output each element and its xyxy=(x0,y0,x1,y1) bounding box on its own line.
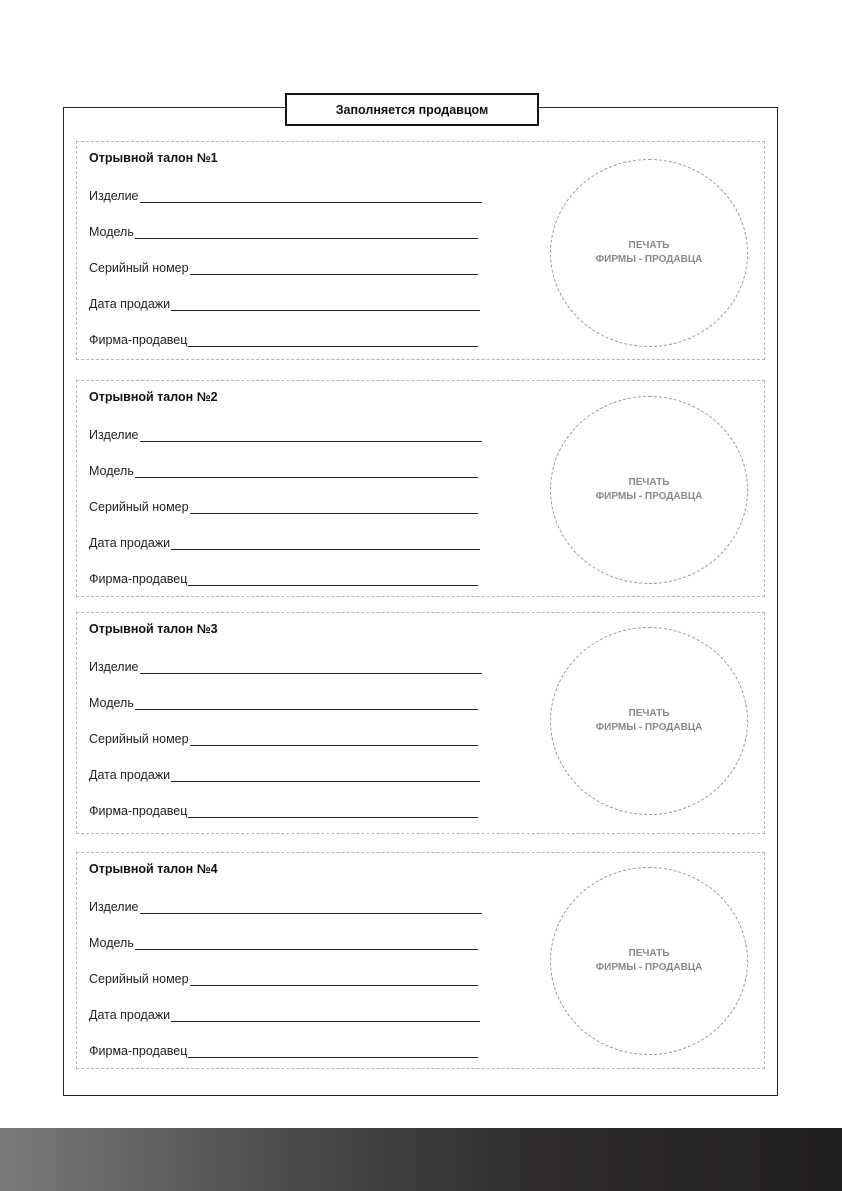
field-label: Фирма-продавец xyxy=(89,572,188,586)
field-label: Фирма-продавец xyxy=(89,1044,188,1058)
fill-line[interactable] xyxy=(135,225,478,239)
field-sale-date[interactable] xyxy=(89,293,480,311)
field-label: Модель xyxy=(89,936,134,950)
field-seller-company[interactable] xyxy=(89,568,478,586)
field-model[interactable] xyxy=(89,932,478,950)
stamp-circle xyxy=(550,159,748,347)
stamp-label-line2: ФИРМЫ - ПРОДАВЦА xyxy=(595,962,703,973)
fill-line[interactable] xyxy=(135,936,478,950)
fill-line[interactable] xyxy=(188,333,478,347)
field-product[interactable] xyxy=(89,424,482,442)
field-seller-company[interactable] xyxy=(89,329,478,347)
coupon-title: Отрывной талон №4 xyxy=(89,862,218,876)
coupon-3 xyxy=(76,612,765,834)
stamp-circle xyxy=(550,627,748,815)
field-label: Модель xyxy=(89,696,134,710)
section-header-title: Заполняется продавцом xyxy=(335,102,489,117)
fill-line[interactable] xyxy=(171,536,480,550)
field-label: Дата продажи xyxy=(89,536,171,550)
coupon-title: Отрывной талон №2 xyxy=(89,390,218,404)
stamp-label-line2: ФИРМЫ - ПРОДАВЦА xyxy=(595,722,703,733)
field-sale-date[interactable] xyxy=(89,532,480,550)
field-label: Модель xyxy=(89,464,134,478)
stamp-label-line1: ПЕЧАТЬ xyxy=(628,240,670,251)
field-serial-number[interactable] xyxy=(89,968,478,986)
field-label: Дата продажи xyxy=(89,1008,171,1022)
stamp-label-line2: ФИРМЫ - ПРОДАВЦА xyxy=(595,491,703,502)
section-header xyxy=(285,93,539,126)
field-serial-number[interactable] xyxy=(89,496,478,514)
field-product[interactable] xyxy=(89,896,482,914)
coupon-2 xyxy=(76,380,765,597)
field-product[interactable] xyxy=(89,185,482,203)
field-label: Серийный номер xyxy=(89,500,189,514)
field-label: Дата продажи xyxy=(89,297,171,311)
field-model[interactable] xyxy=(89,221,478,239)
field-label: Серийный номер xyxy=(89,261,189,275)
field-seller-company[interactable] xyxy=(89,1040,478,1058)
fill-line[interactable] xyxy=(140,660,483,674)
fill-line[interactable] xyxy=(188,804,478,818)
coupon-1 xyxy=(76,141,765,360)
fill-line[interactable] xyxy=(171,1008,480,1022)
field-label: Изделие xyxy=(89,189,139,203)
fill-line[interactable] xyxy=(190,732,478,746)
field-product[interactable] xyxy=(89,656,482,674)
fill-line[interactable] xyxy=(188,1044,478,1058)
field-label: Изделие xyxy=(89,428,139,442)
fill-line[interactable] xyxy=(188,572,478,586)
stamp-label-line1: ПЕЧАТЬ xyxy=(628,477,670,488)
field-serial-number[interactable] xyxy=(89,257,478,275)
stamp-label-line1: ПЕЧАТЬ xyxy=(628,948,670,959)
fill-line[interactable] xyxy=(190,500,478,514)
stamp-label-line1: ПЕЧАТЬ xyxy=(628,708,670,719)
field-label: Дата продажи xyxy=(89,768,171,782)
field-sale-date[interactable] xyxy=(89,1004,480,1022)
field-model[interactable] xyxy=(89,460,478,478)
fill-line[interactable] xyxy=(190,972,478,986)
fill-line[interactable] xyxy=(140,189,483,203)
field-label: Серийный номер xyxy=(89,972,189,986)
field-label: Модель xyxy=(89,225,134,239)
field-label: Изделие xyxy=(89,660,139,674)
field-sale-date[interactable] xyxy=(89,764,480,782)
field-model[interactable] xyxy=(89,692,478,710)
fill-line[interactable] xyxy=(135,696,478,710)
coupon-title: Отрывной талон №3 xyxy=(89,622,218,636)
field-serial-number[interactable] xyxy=(89,728,478,746)
fill-line[interactable] xyxy=(171,297,480,311)
field-label: Серийный номер xyxy=(89,732,189,746)
fill-line[interactable] xyxy=(140,900,483,914)
fill-line[interactable] xyxy=(171,768,480,782)
coupon-title: Отрывной талон №1 xyxy=(89,151,218,165)
stamp-label-line2: ФИРМЫ - ПРОДАВЦА xyxy=(595,254,703,265)
field-label: Изделие xyxy=(89,900,139,914)
fill-line[interactable] xyxy=(140,428,483,442)
field-label: Фирма-продавец xyxy=(89,333,188,347)
coupon-4 xyxy=(76,852,765,1069)
footer-bar xyxy=(0,1128,842,1191)
fill-line[interactable] xyxy=(190,261,478,275)
stamp-circle xyxy=(550,396,748,584)
stamp-circle xyxy=(550,867,748,1055)
fill-line[interactable] xyxy=(135,464,478,478)
field-label: Фирма-продавец xyxy=(89,804,188,818)
field-seller-company[interactable] xyxy=(89,800,478,818)
